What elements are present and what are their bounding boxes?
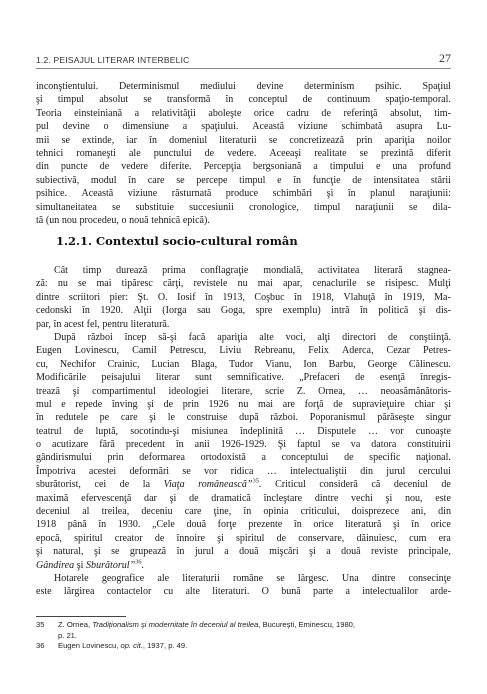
text-line: deceniul al treilea, deceniu care ţine, în opinia criticului, doisprezece ani, din xyxy=(36,506,451,518)
footnote-number: 35 xyxy=(36,620,45,629)
text-line: Împotriva acestei deformări se vor ridica … intelectualiştii din jurul cercului xyxy=(36,465,451,477)
text-line: sburătorist, cei de la Viaţa românească”$^{35}$. Criticul consideră că deceniul de xyxy=(36,477,451,491)
text-line: Hotarele geografice ale literaturii române se lărgesc. Una dintre consecinţe xyxy=(54,572,451,584)
paragraph-1 xyxy=(36,80,451,227)
footnote-text: Z. Ornea, Tradiţionalism şi modernitate în deceniul al treilea, Bucureşti, Eminescu, 1980, xyxy=(58,620,356,629)
footnotes xyxy=(36,620,451,652)
footnote-text-cont: p. 21. xyxy=(58,630,77,640)
footnote-35-cont xyxy=(36,631,451,642)
text-line: inconştientului. Determinismul mediului devine determinism psihic. Spaţiul xyxy=(36,81,451,92)
text-line: trează şi compartimentul ideologiei literare, scrie Z. Ornea, … neoasămănătoris- xyxy=(36,385,451,397)
text-line: subiectivă, modul în care se percepe timpul e în funcţie de intensitatea stării xyxy=(36,174,451,186)
text-line: din puncte de vedere diferite. Percepţia bergsoniană a timpului e una profund xyxy=(36,161,451,173)
text-line: şi timpul absolut se transformă în conceptul de continuum spaţio-temporal. xyxy=(36,94,451,106)
text-line: Cât timp durează prima conflagraţie mondială, activitatea literară stagnea- xyxy=(54,265,451,276)
text-line: epocă, spiritul creator de înnoire şi spiritul de conservare, dăinuiesc, cum era xyxy=(36,532,451,544)
text-line: mii se extinde, iar în domeniul literaturii se concretizează prin apariţia noilor xyxy=(36,134,451,146)
text-line: teatrul de luptă, socotindu-şi misiunea îndeplinită … Disputele … vor cunoaşte xyxy=(36,425,451,437)
text-line: psihice. Această viziune răsturnată produce schimbări şi în planul naraţiunii: xyxy=(36,188,451,200)
text-line: o acutizare fără precedent în anii 1926-1929. Şi faptul se va datora constituirii xyxy=(36,439,451,451)
text-line: cu, Nechifor Crainic, Lucian Blaga, Tudor Vianu, Ion Barbu, George Călinescu. xyxy=(36,358,451,370)
text-line: este lărgirea contactelor cu alte literaturi. O bună parte a intelectualilor arde- xyxy=(36,586,451,598)
footnote-36 xyxy=(36,641,451,652)
text-line: gândirismului prin deformarea ortodoxistă a conceptului de specific naţional. xyxy=(36,452,451,464)
text-line: mul e repede înving şi de prin 1926 nu mai are forţă de supravieţuire chiar şi xyxy=(36,398,451,410)
text-line: Gândirea şi Sburătorul”$^{36}$. xyxy=(36,558,145,571)
text-line: par, în acest fel, pentru literatură. xyxy=(36,318,170,330)
running-title: 1.2. PEISAJUL LITERAR INTERBELIC xyxy=(36,55,190,65)
footnote-35 xyxy=(36,620,451,631)
section-heading: 1.2.1. Contextul socio-cultural român xyxy=(56,234,298,248)
text-line: în redutele pe care şi le construise după război. Poporanismul părăseşte singur xyxy=(36,412,451,424)
paragraph-borders xyxy=(36,572,451,599)
text-line: cedonski în 1920. Alţii (Iorga sau Goga, spre exemplu) intră în politică şi dis- xyxy=(36,305,451,317)
footnote-text: Eugen Lovinescu, op. cit., 1937, p. 49. xyxy=(58,641,188,650)
page-header xyxy=(36,52,451,69)
text-line: tehnici romaneşti ale punctului de vedere. Aceeaşi realitate se prezintă diferit xyxy=(36,147,451,159)
paragraph-contextual xyxy=(36,264,451,331)
text-line: simultaneitatea se substituie succesiunii cronologice, timpul naraţiunii se dila- xyxy=(36,201,451,213)
text-line: Teoria einsteiniană a relativităţii aboleşte orice cadru de referinţă absolut, tim- xyxy=(36,107,451,119)
text-line: După război încep să-şi facă apariţia alte voci, alţi directori de conştiinţă. xyxy=(54,331,451,343)
text-line: tă (un nou procedeu, o nouă tehnică epică). xyxy=(36,214,210,226)
paragraph-post-war xyxy=(36,331,451,572)
footnote-rule xyxy=(36,616,126,617)
text-line: Modificările peisajului literar sunt semnificative. „Prefaceri de esenţă înregis- xyxy=(36,372,451,384)
text-line: şi natural, şi se grupează în jurul a două mişcări şi a două reviste principale, xyxy=(36,546,451,558)
page-number: 27 xyxy=(439,51,451,65)
text-line: ză: nu se mai tipăresc cărţi, revistele nu mai apar, cenaclurile se risipesc. Mulţi xyxy=(36,278,451,290)
text-line: pul devine o dimensiune a spaţiului. Această viziune schimbată asupra Lu- xyxy=(36,121,451,133)
text-line: Eugen Lovinescu, Camil Petrescu, Liviu Rebreanu, Felix Aderca, Cezar Petres- xyxy=(36,345,451,357)
text-line: maximă efervescenţă dar şi de dramatică încleştare dintre vechi şi nou, este xyxy=(36,492,451,504)
paragraph-2 xyxy=(36,264,451,599)
text-line: dintre scriitori pier: Şt. O. Iosif în 1913, Coşbuc în 1918, Vlahuţă în 1919, Ma- xyxy=(36,291,451,303)
text-line: 1918 până în 1930. „Cele două forţe prezente în orice literatură şi în orice xyxy=(36,519,451,531)
footnote-number: 36 xyxy=(36,641,45,650)
